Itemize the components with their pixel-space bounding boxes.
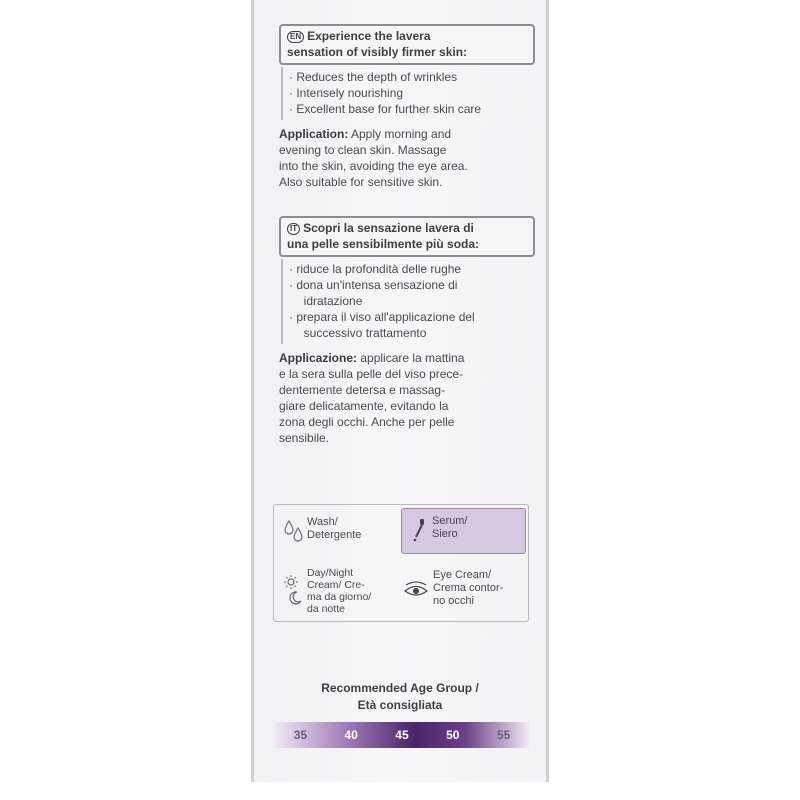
it-bullets bbox=[281, 259, 535, 344]
list-item: · riduce la profondità delle rughe bbox=[289, 262, 462, 276]
eye-icon bbox=[403, 581, 429, 601]
wash-cell: Wash/ Detergente bbox=[277, 510, 402, 554]
water-drops-icon bbox=[283, 518, 305, 544]
list-item: · prepara il viso all'applicazione del bbox=[289, 310, 475, 324]
en-heading-box bbox=[279, 24, 535, 65]
en-language-badge: EN bbox=[287, 31, 304, 43]
age-value: 45 bbox=[395, 728, 409, 742]
it-language-badge: IT bbox=[287, 223, 300, 235]
en-application-label: Application: bbox=[279, 127, 349, 141]
age-scale-bar bbox=[275, 722, 529, 748]
packaging-panel bbox=[251, 0, 549, 782]
age-value: 55 bbox=[496, 728, 511, 742]
en-section bbox=[279, 24, 535, 190]
it-application-label: Applicazione: bbox=[279, 351, 358, 365]
it-heading-line1: Scopri la sensazione lavera di bbox=[303, 221, 474, 235]
en-heading-line1: Experience the lavera bbox=[307, 29, 431, 43]
it-heading-line2: una pelle sensibilmente più soda: bbox=[287, 237, 480, 251]
list-item: · Excellent base for further skin care bbox=[289, 102, 482, 116]
list-item: idratazione bbox=[297, 294, 363, 308]
age-group-title: Recommended Age Group / Età consigliata bbox=[321, 681, 479, 712]
age-value: 35 bbox=[293, 728, 308, 742]
day-night-cream-cell: Day/Night Cream/ Cre- ma da giorno/ da notte bbox=[277, 563, 402, 619]
age-value: 50 bbox=[446, 728, 460, 742]
sun-moon-icon bbox=[283, 573, 305, 605]
it-section bbox=[279, 216, 535, 446]
age-value: 40 bbox=[344, 728, 358, 742]
list-item: · Intensely nourishing bbox=[289, 86, 404, 100]
en-bullets bbox=[281, 67, 535, 120]
dropper-icon bbox=[408, 517, 430, 543]
eye-cream-cell: Eye Cream/ Crema contor- no occhi bbox=[401, 563, 526, 619]
list-item: · dona un'intensa sensazione di bbox=[289, 278, 458, 292]
list-item: successivo trattamento bbox=[297, 326, 427, 340]
list-item: · Reduces the depth of wrinkles bbox=[289, 70, 458, 84]
it-heading-box bbox=[279, 216, 535, 257]
product-routine-grid bbox=[273, 504, 529, 622]
en-application: Application: Apply morning and evening to clean skin. Massage into the skin, avoiding the eye area. Also suitable for sensitive skin. bbox=[279, 127, 468, 189]
serum-cell: Serum/ Siero bbox=[401, 508, 526, 554]
en-heading-line2: sensation of visibly firmer skin: bbox=[287, 45, 468, 59]
it-application: Applicazione: applicare la mattina e la sera sulla pelle del viso prece- dentemente detersa e massag- giare delicatamente, evitando la zona degli occhi. Anche per pelle sensibile. bbox=[279, 351, 465, 445]
